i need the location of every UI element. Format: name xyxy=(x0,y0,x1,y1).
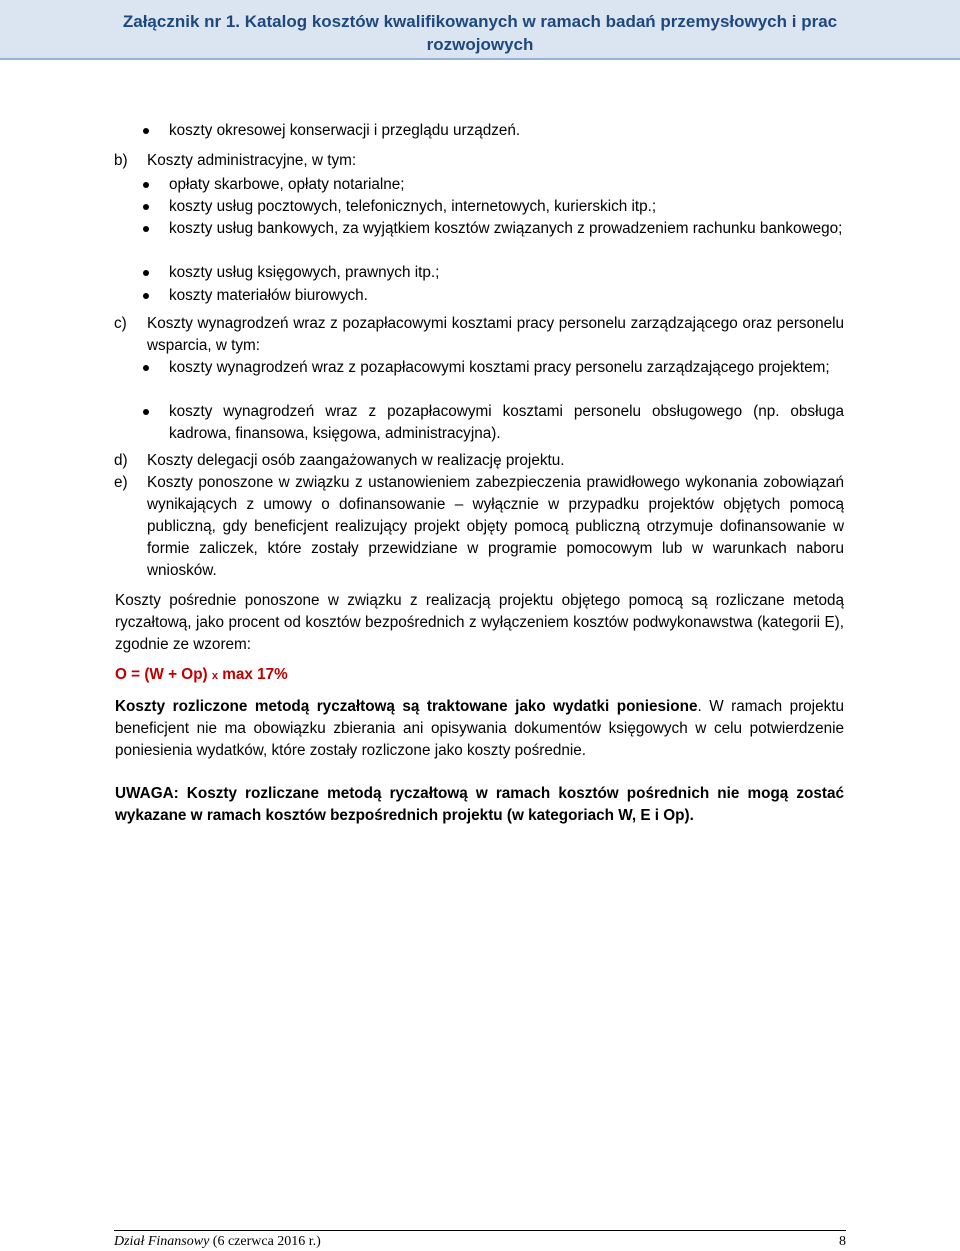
header-title: Załącznik nr 1. Katalog kosztów kwalifikowanych w ramach badań przemysłowych i prac rozwojowych xyxy=(122,12,838,54)
page-number: 8 xyxy=(839,1234,846,1249)
list-item: opłaty skarbowe, opłaty notarialne; xyxy=(169,174,844,196)
list-heading: Koszty delegacji osób zaangażowanych w realizację projektu. xyxy=(147,452,565,469)
formula-left: O = (W + Op) xyxy=(115,666,208,683)
list-heading: Koszty ponoszone w związku z ustanowieniem zabezpieczenia prawidłowego wykonania zobowiązań wynikających z umowy o dofinansowanie – wyłącznie w przypadku projektów objętych pomocą publiczną, gdy beneficjent realizujący projekt objęty pomocą publiczną otrzymuje dofinansowanie w formie zaliczek, które zostały przewidziane w programie pomocowym lub w warunkach naboru wniosków. xyxy=(147,474,844,579)
list-heading: Koszty administracyjne, w tym: xyxy=(147,152,357,169)
footer-divider xyxy=(114,1230,846,1231)
formula-right: max 17% xyxy=(222,666,288,683)
warning-paragraph: UWAGA: Koszty rozliczane metodą ryczałtową w ramach kosztów pośrednich nie mogą zostać wykazane w ramach kosztów bezpośrednich projektu (w kategoriach W, E i Op). xyxy=(115,785,844,824)
list-item: koszty okresowej konserwacji i przeglądu urządzeń. xyxy=(169,120,844,142)
flat-rate-paragraph xyxy=(115,696,844,762)
formula xyxy=(115,664,844,687)
list-item: koszty wynagrodzeń wraz z pozapłacowymi kosztami pracy personelu zarządzającego projektem; xyxy=(169,357,844,379)
footer-label xyxy=(114,1233,321,1250)
list-letter: d) xyxy=(114,452,128,469)
formula-multiply: x xyxy=(211,670,219,682)
indirect-costs-paragraph: Koszty pośrednie ponoszone w związku z realizacją projektu objętego pomocą są rozliczane metodą ryczałtową, jako procent od kosztów bezpośrednich z wyłączeniem kosztów podwykonawstwa (kategorii E), zgodnie ze wzorem: xyxy=(115,592,844,653)
list-item: koszty wynagrodzeń wraz z pozapłacowymi kosztami personelu obsługowego (np. obsługa kadrowa, finansowa, księgowa, administracyjna). xyxy=(169,401,844,445)
list-item: koszty usług księgowych, prawnych itp.; xyxy=(169,262,844,284)
list-letter: b) xyxy=(114,152,128,169)
footer-department: Dział Finansowy xyxy=(114,1234,210,1249)
flat-rate-bold: Koszty rozliczone metodą ryczałtową są traktowane jako wydatki poniesione xyxy=(115,698,698,715)
list-item: koszty usług pocztowych, telefonicznych, internetowych, kurierskich itp.; xyxy=(169,196,844,218)
list-item: koszty usług bankowych, za wyjątkiem kosztów związanych z prowadzeniem rachunku bankowego; xyxy=(169,218,844,240)
footer-date: (6 czerwca 2016 r.) xyxy=(209,1234,321,1249)
page-header xyxy=(0,0,960,60)
list-letter: e) xyxy=(114,474,128,491)
list-item: koszty materiałów biurowych. xyxy=(169,285,844,307)
list-letter: c) xyxy=(114,315,127,332)
list-heading: Koszty wynagrodzeń wraz z pozapłacowymi kosztami pracy personelu zarządzającego oraz personelu wsparcia, w tym: xyxy=(147,315,844,354)
flat-rate-rest: . W ramach projektu beneficjent nie ma obowiązku zbierania ani opisywania dokumentów księgowych w celu potwierdzenie poniesienia wydatków, które zostały rozliczone jako koszty pośrednie. xyxy=(115,698,844,759)
